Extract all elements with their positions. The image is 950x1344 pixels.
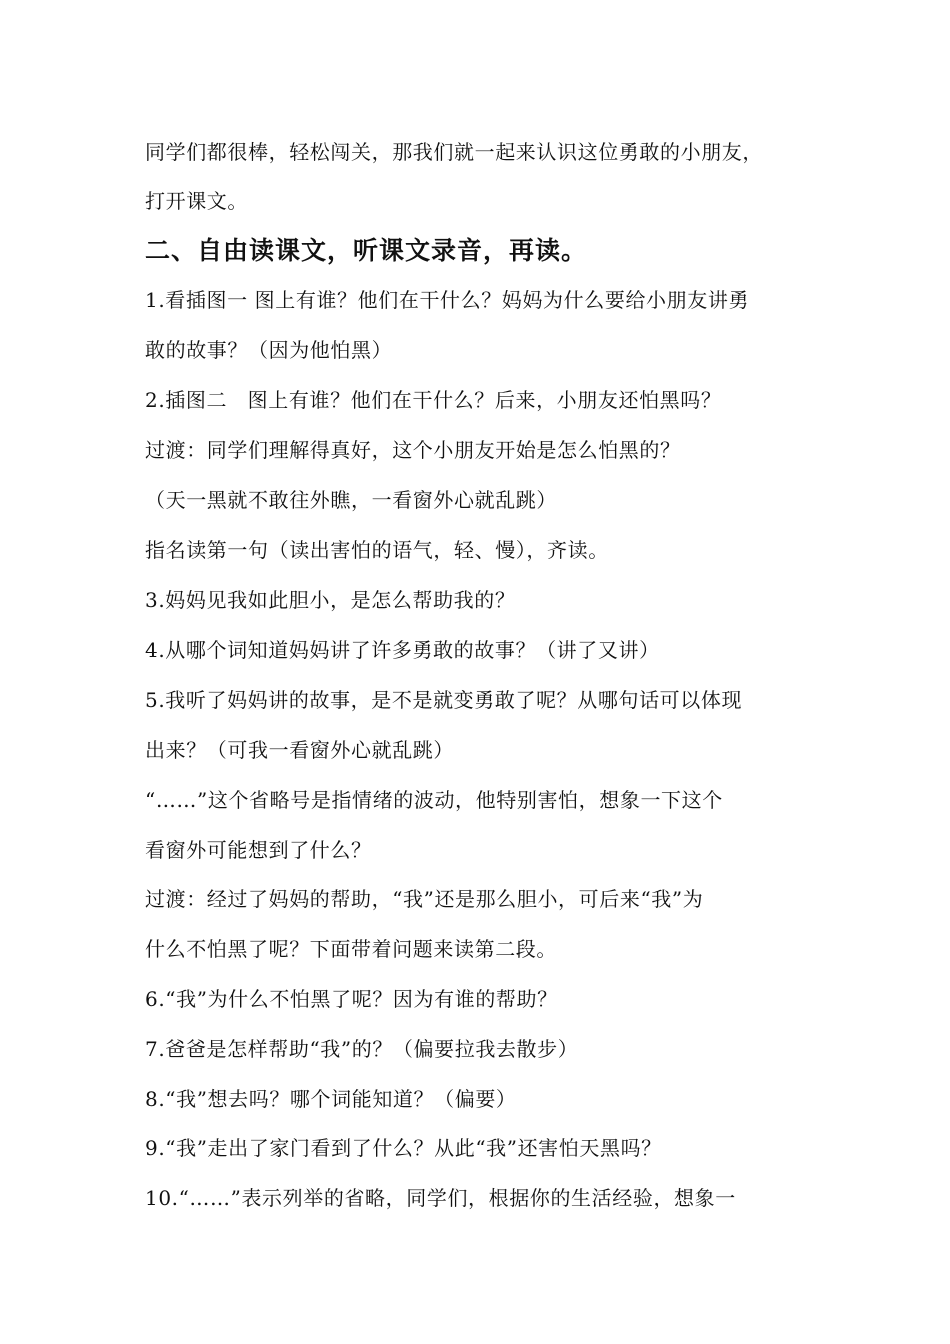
paragraph-line: 打开课文。 — [145, 189, 248, 213]
question-9-line: 9.“我”走出了家门看到了什么？从此“我”还害怕天黑吗？ — [145, 1136, 662, 1160]
question-1-line: 1.看插图一 图上有谁？他们在干什么？妈妈为什么要给小朋友讲勇 — [145, 288, 750, 312]
question-10-line: 10.“……”表示列举的省略，同学们，根据你的生活经验，想象一 — [145, 1186, 736, 1210]
question-2-line: 2.插图二 图上有谁？他们在干什么？后来，小朋友还怕黑吗？ — [145, 388, 722, 412]
question-4-line: 4.从哪个词知道妈妈讲了许多勇敢的故事？（讲了又讲） — [145, 638, 660, 662]
question-5-line: 5.我听了妈妈讲的故事，是不是就变勇敢了呢？从哪句话可以体现 — [145, 688, 743, 712]
section-heading: 二、自由读课文，听课文录音，再读。 — [145, 236, 588, 265]
question-3-line: 3.妈妈见我如此胆小，是怎么帮助我的？ — [145, 588, 516, 612]
paragraph-line: 同学们都很棒，轻松闯关，那我们就一起来认识这位勇敢的小朋友， — [145, 140, 763, 164]
question-5-line: 出来？（可我一看窗外心就乱跳） — [145, 738, 454, 762]
question-7-line: 7.爸爸是怎样帮助“我”的？（偏要拉我去散步） — [145, 1037, 579, 1061]
instruction-line: 指名读第一句（读出害怕的语气，轻、慢），齐读。 — [145, 538, 609, 562]
paragraph-line: 看窗外可能想到了什么？ — [145, 838, 372, 862]
question-6-line: 6.“我”为什么不怕黑了呢？因为有谁的帮助？ — [145, 987, 558, 1011]
answer-line: （天一黑就不敢往外瞧，一看窗外心就乱跳） — [145, 488, 557, 512]
transition-line: 过渡：经过了妈妈的帮助，“我”还是那么胆小，可后来“我”为 — [145, 887, 704, 911]
transition-line: 过渡：同学们理解得真好，这个小朋友开始是怎么怕黑的？ — [145, 438, 681, 462]
question-1-line: 敢的故事？（因为他怕黑） — [145, 338, 393, 362]
question-8-line: 8.“我”想去吗？哪个词能知道？（偏要） — [145, 1087, 517, 1111]
transition-line: 什么不怕黑了呢？下面带着问题来读第二段。 — [145, 937, 557, 961]
paragraph-line: “……”这个省略号是指情绪的波动，他特别害怕，想象一下这个 — [145, 788, 723, 812]
